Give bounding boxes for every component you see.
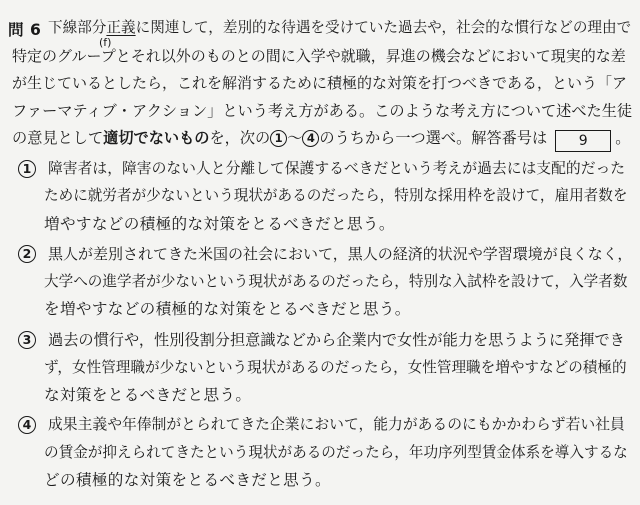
stem-text: を，次の (209, 129, 271, 147)
tilde: 〜 (287, 129, 303, 147)
option-2-line-3: を増やすなどの積極的な対策をとるべきだと思う。 (44, 300, 411, 318)
option-1-marker (18, 159, 36, 178)
circled-number-4: 4 (302, 130, 319, 147)
option-3-line-2: ず，女性管理職が少ないという現状があるのだったら，女性管理職を増やすなどの積極的 (44, 359, 627, 376)
option-1-line-2: ために就労者が少ないという現状があるのだったら，特別な採用枠を設けて，雇用者数を (44, 187, 628, 204)
stem-text: 。 (615, 129, 631, 147)
stem-line-2: 特定のグループとそれ以外のものとの間に入学や就職，昇進の機会などにおいて現実的な差 (12, 47, 626, 65)
option-1-line-3: 増やすなどの積極的な対策をとるべきだと思う。 (44, 215, 395, 233)
option-3-line-3: な対策をとるべきだと思う。 (44, 386, 252, 404)
question-number: 問 6 (8, 21, 42, 39)
stem-line-4: ファーマティブ・アクション」という考え方がある。このような考え方について述べた生徒 (12, 102, 633, 120)
circled-number-1: 1 (270, 130, 287, 147)
circled-number-3: 3 (18, 331, 36, 349)
option-3-line-1: 過去の慣行や，性別役割分担意識などから企業内で女性が能力を思うように発揮でき (48, 331, 625, 349)
circled-number-4: 4 (18, 416, 36, 434)
circled-number-1: 1 (18, 160, 36, 178)
option-3-marker (18, 330, 36, 349)
circled-number-2: 2 (18, 245, 36, 263)
option-2-line-2: 大学への進学者が少ないという現状があるのだったら，特別な入試枠を設けて，入学者数 (44, 273, 628, 290)
stem-line-5 (12, 128, 630, 152)
option-4-line-2: の賃金が抑えられてきたという現状があるのだったら，年功序列型賃金体系を導入するな (44, 444, 628, 461)
furigana-mark: (f) (99, 36, 112, 49)
emphasis-text: 適切でないもの (103, 129, 210, 147)
option-4-marker (18, 415, 36, 434)
option-4-line-3: どの積極的な対策をとるべきだと思う。 (44, 471, 331, 489)
answer-number-box: 9 (555, 130, 611, 152)
option-2-line-1: 黒人が差別されてきた米国の社会において，黒人の経済的状況や学習環境が良くなく， (48, 245, 633, 263)
stem-text: の意見として (12, 129, 104, 147)
stem-text: に関連して，差別的な待遇を受けていた過去や，社会的な慣行などの理由で (135, 19, 632, 36)
option-1-line-1: 障害者は，障害のない人と分離して保護するべきだという考えが過去には支配的だった (48, 160, 626, 177)
option-4-line-1: 成果主義や年俸制がとられてきた企業において，能力があるのにもかかわらず若い社員 (48, 416, 625, 433)
stem-text: のうちから一つ選べ。解答番号は (319, 129, 548, 147)
underlined-term: 正義 (106, 19, 136, 36)
stem-line-3: が生じているとしたら，これを解消するために積極的な対策を打つべきである，という「ア (12, 74, 628, 92)
option-2-marker (18, 244, 36, 263)
stem-text: 下線部分 (48, 19, 107, 36)
stem-line-1 (48, 18, 631, 38)
